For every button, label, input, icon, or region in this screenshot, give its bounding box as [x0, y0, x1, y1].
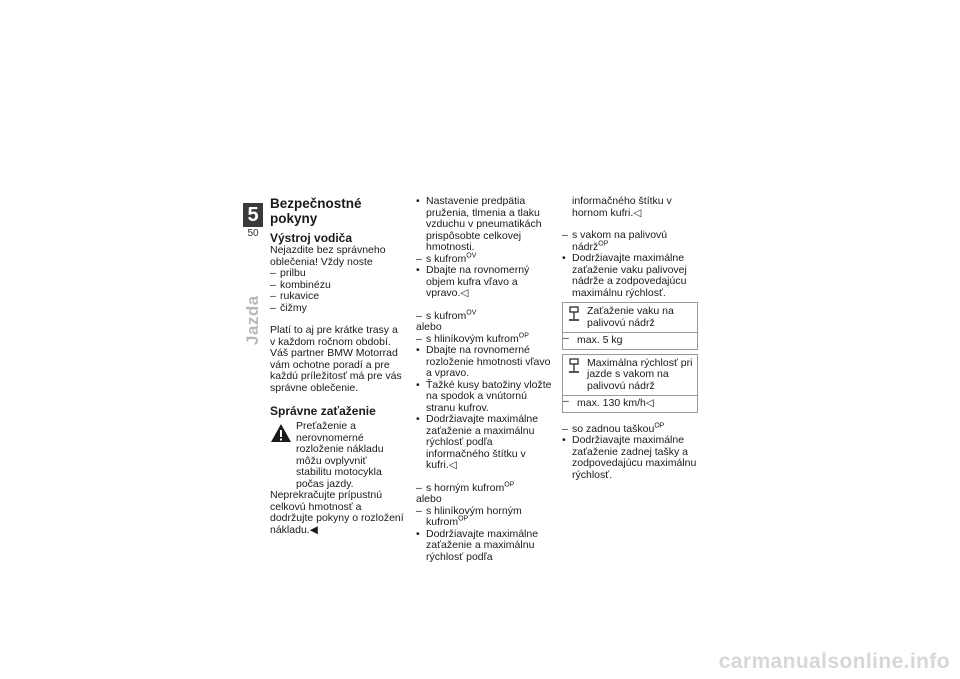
column-3 — [562, 196, 698, 481]
spec-box-speed — [562, 354, 698, 413]
bullet-item: • Nastavenie predpätia pruženia, tlmenia a tlaku vzduchu v pneumatikách prispôsobte celkovej hmotnosti. — [416, 196, 552, 254]
gear-paragraph: Platí to aj pre krátke trasy a v každom ročnom období. Váš partner BMW Motorrad vám ochotne poradí a pre každú príležitosť má pre vás správne oblečenie. — [270, 324, 402, 394]
option-item: – s hliníkovým kufrom$^{OP}$ — [416, 334, 552, 346]
bullet-item: • Dbajte na rovnomerný objem kufra vľavo a vpravo.◁ — [416, 265, 552, 300]
warning-triangle-icon — [270, 423, 292, 443]
gear-intro: Nejazdite bez správneho oblečenia! Vždy noste — [270, 244, 386, 268]
chapter-side-label: Jazda — [243, 295, 262, 345]
spec-label: Zaťaženie vaku na palivovú nádrž — [587, 305, 674, 329]
page-title: Bezpečnostné pokyny — [270, 196, 362, 226]
warning-block — [270, 421, 404, 490]
bullet-item: • Dodržiavajte maximálne zaťaženie a maximálnu rýchlosť podľa informačného štítku v kufri.◁ — [416, 414, 552, 472]
bullet-item: • Dbajte na rovnomerné rozloženie hmotnosti vľavo a vpravo. — [416, 345, 552, 380]
gear-item: – kombinézu — [270, 280, 404, 292]
option-item: – s vakom na palivovú nádrž$^{OP}$ — [562, 230, 698, 253]
chapter-number: 5 — [243, 203, 263, 227]
column-1 — [270, 196, 404, 536]
spec-value: – max. 130 km/h◁ — [563, 396, 697, 412]
option-item: – s horným kufrom$^{OP}$ — [416, 483, 552, 495]
bullet-item: • Dodržiavajte maximálne zaťaženie vaku palivovej nádrže a zodpovedajúcu maximálnu rýchlosť. — [562, 253, 698, 299]
option-item: – s kufrom$^{OV}$ — [416, 311, 552, 323]
option-item: – so zadnou taškou$^{OP}$ — [562, 424, 698, 436]
continued-text: informačného štítku v hornom kufri.◁ — [572, 195, 672, 219]
weight-icon — [567, 306, 581, 322]
bullet-item: • Dodržiavajte maximálne zaťaženie a maximálnu rýchlosť podľa — [416, 529, 552, 564]
gear-item: – rukavice — [270, 291, 404, 303]
warning-text-2: Neprekračujte prípustnú celkovú hmotnosť a dodržujte pokyny o rozložení nákladu.◀ — [270, 489, 404, 536]
page-number: 50 — [247, 228, 259, 239]
watermark: carmanualsonline.info — [718, 650, 950, 673]
bullet-item: • Ťažké kusy batožiny vložte na spodok a vnútornú stranu kufrov. — [416, 380, 552, 415]
or-text: alebo — [416, 493, 442, 505]
spec-box-load — [562, 302, 698, 350]
section-title-load: Správne zaťaženie — [270, 404, 376, 418]
spec-value: – max. 5 kg — [563, 333, 697, 349]
or-text: alebo — [416, 321, 442, 333]
option-item: – s hliníkovým horným kufrom$^{OP}$ — [416, 506, 552, 529]
warning-text: Preťaženie a nerovnomerné rozloženie nákladu môžu ovplyvniť stabilitu motocykla počas jazdy. — [296, 420, 384, 490]
gear-item: – prilbu — [270, 268, 404, 280]
gear-item: – čižmy — [270, 303, 404, 315]
column-2 — [416, 196, 552, 563]
option-item: – s kufrom$^{OV}$ — [416, 254, 552, 266]
spec-label: Maximálna rýchlosť pri jazde s vakom na palivovú nádrž — [587, 356, 693, 392]
bullet-item: • Dodržiavajte maximálne zaťaženie zadnej tašky a zodpovedajúcu maximálnu rýchlosť. — [562, 435, 698, 481]
speed-limit-icon — [567, 358, 581, 374]
section-title-gear: Výstroj vodiča — [270, 231, 353, 245]
